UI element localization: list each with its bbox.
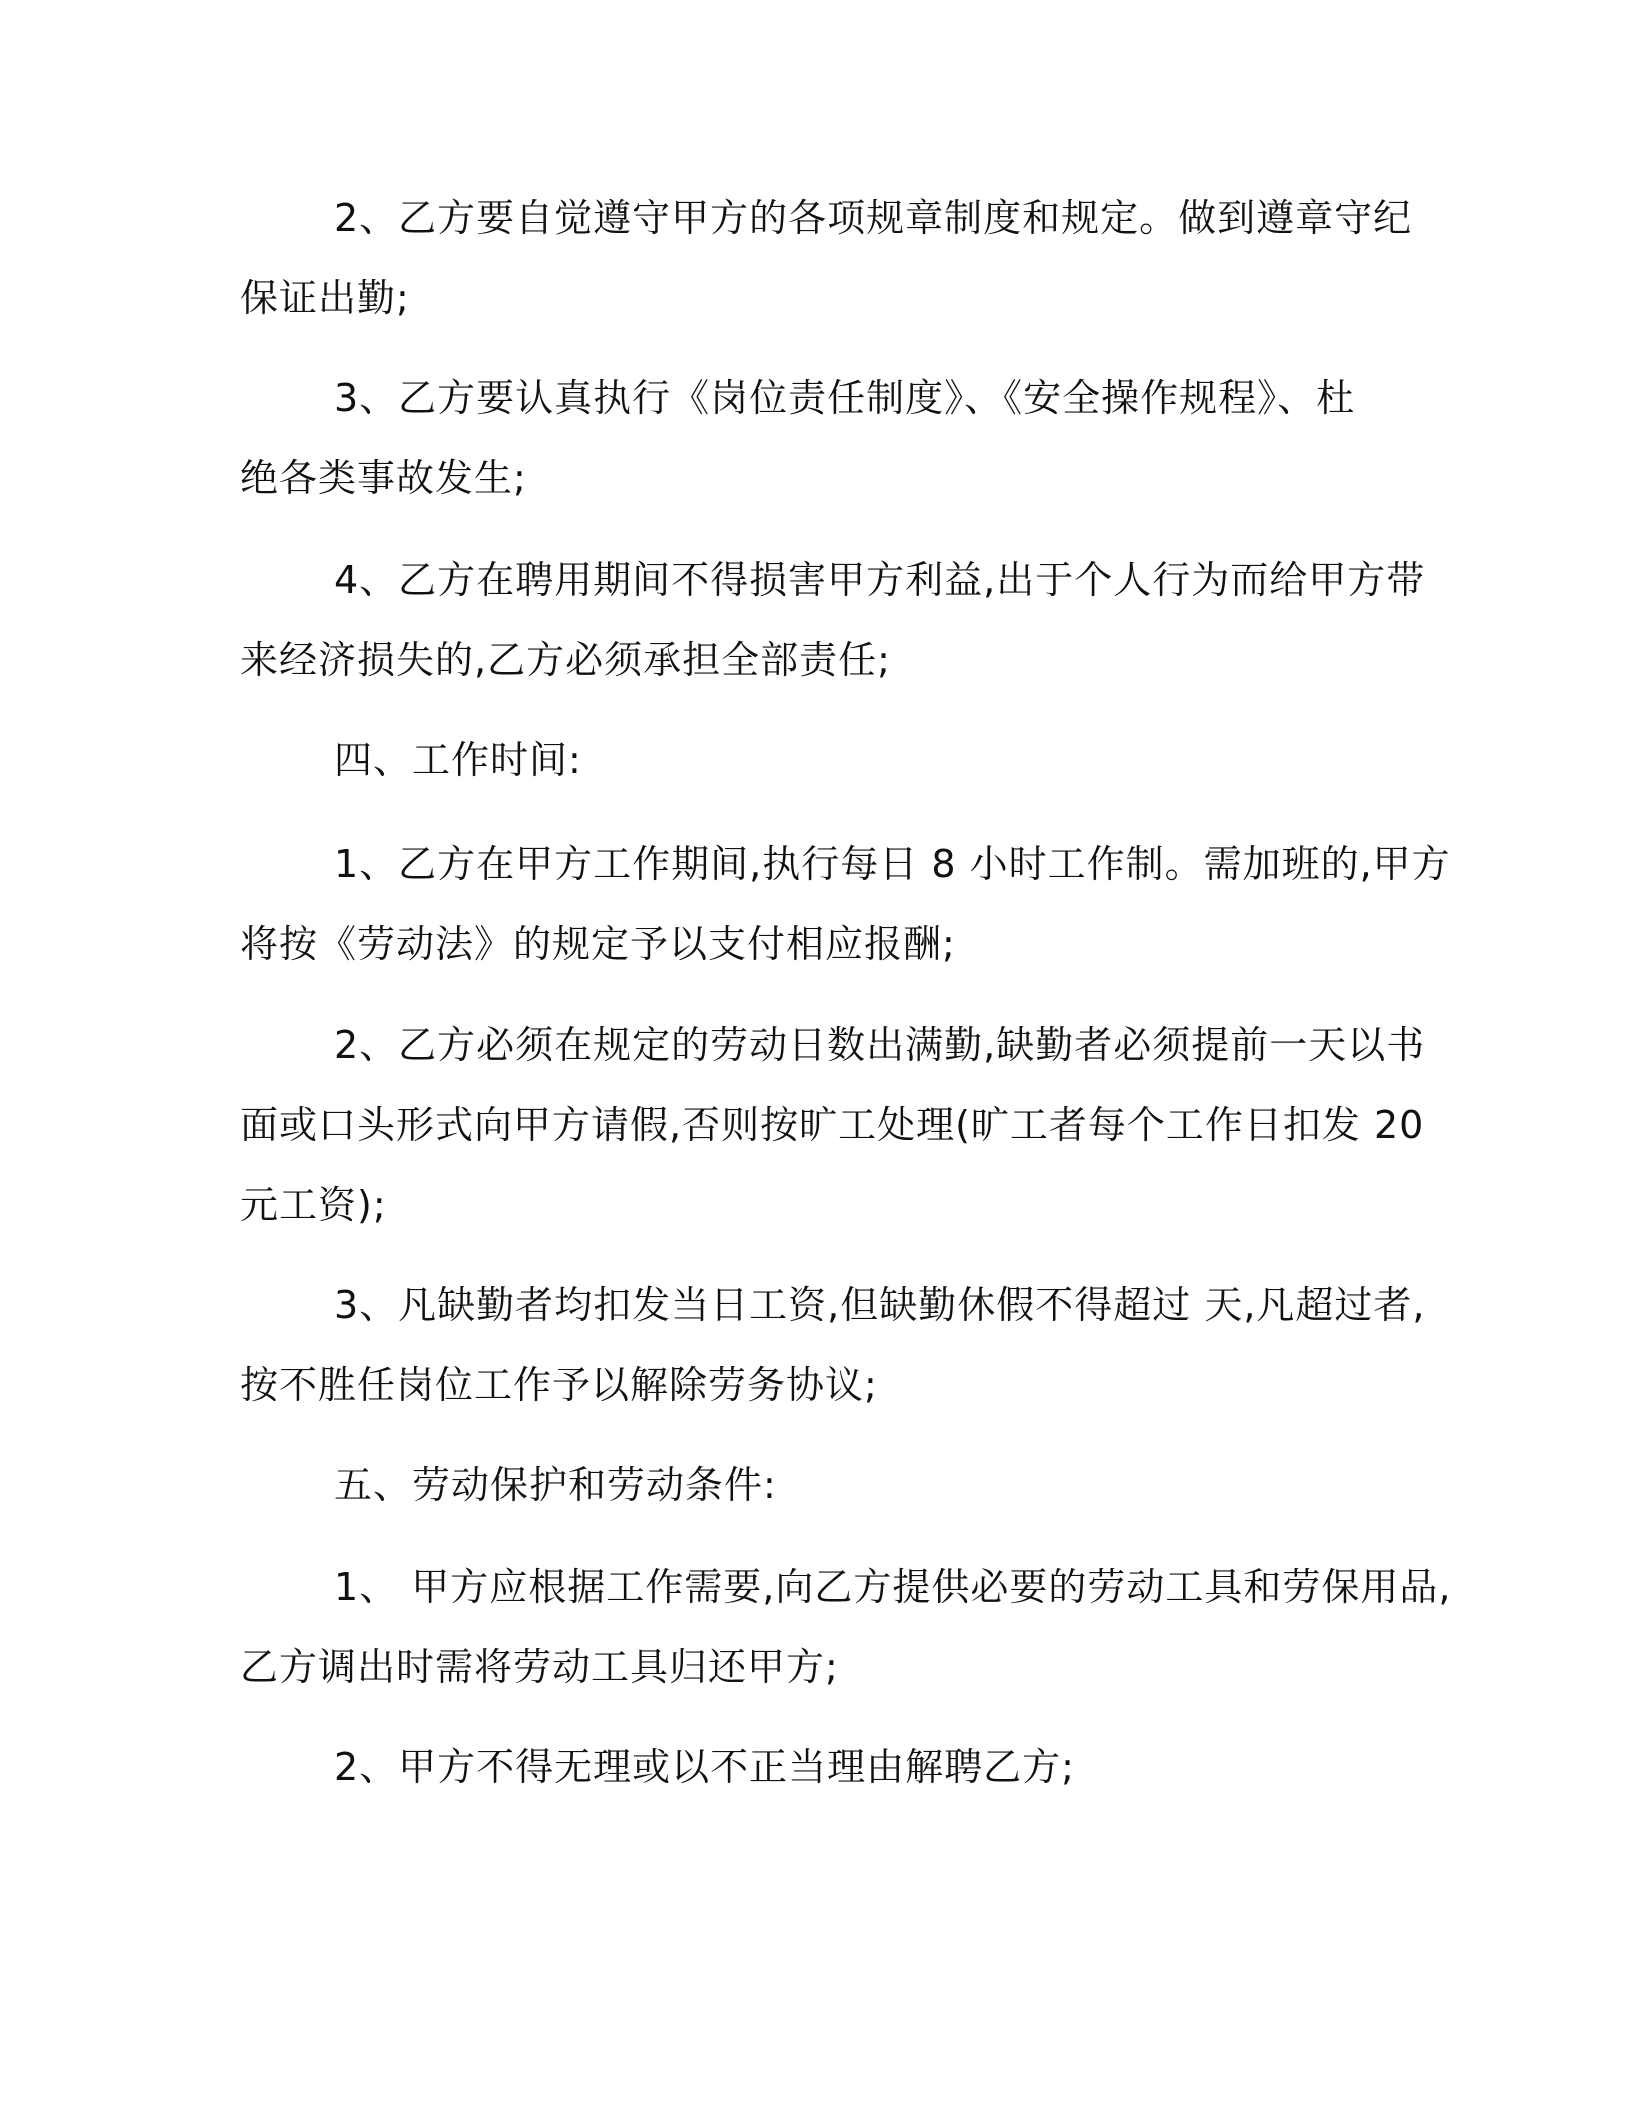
section-heading-labor-protection [240,1445,1400,1525]
text-line: 乙方调出时需将劳动工具归还甲方; [240,1645,839,1689]
text-line: 绝各类事故发生; [240,456,527,500]
text-line: 将按《劳动法》的规定予以支付相应报酬; [240,922,956,966]
clause-2-dismissal [240,1727,1400,1807]
text-line: 来经济损失的,乙方必须承担全部责任; [240,638,891,682]
text-line: 2、乙方必须在规定的劳动日数出满勤,缺勤者必须提前一天以书 [334,1023,1426,1067]
clause-2-attendance [240,1005,1426,1245]
clause-1-work-hours [240,824,1451,984]
section-heading-work-time [240,720,1400,800]
text-line: 3、乙方要认真执行《岗位责任制度》、《安全操作规程》、杜 [334,376,1356,420]
clause-2-compliance [240,178,1413,338]
clause-3-absence [240,1265,1426,1425]
text-line: 保证出勤; [240,276,410,320]
clause-4-liability [240,540,1426,700]
text-line: 2、甲方不得无理或以不正当理由解聘乙方; [334,1745,1075,1789]
text-line: 1、乙方在甲方工作期间,执行每日 8 小时工作制。需加班的,甲方 [334,842,1451,886]
text-line: 1、 甲方应根据工作需要,向乙方提供必要的劳动工具和劳保用品, [334,1565,1452,1609]
text-line: 3、凡缺勤者均扣发当日工资,但缺勤休假不得超过 天,凡超过者, [334,1283,1426,1327]
clause-1-equipment [240,1547,1452,1707]
text-line: 五、劳动保护和劳动条件: [334,1463,777,1507]
text-line: 元工资); [240,1183,387,1227]
text-line: 四、工作时间: [334,738,582,782]
text-line: 面或口头形式向甲方请假,否则按旷工处理(旷工者每个工作日扣发 20 [240,1103,1425,1147]
text-line: 按不胜任岗位工作予以解除劳务协议; [240,1363,878,1407]
text-line: 4、乙方在聘用期间不得损害甲方利益,出于个人行为而给甲方带 [334,558,1426,602]
clause-3-safety [240,358,1400,518]
text-line: 2、乙方要自觉遵守甲方的各项规章制度和规定。做到遵章守纪 [334,196,1413,240]
